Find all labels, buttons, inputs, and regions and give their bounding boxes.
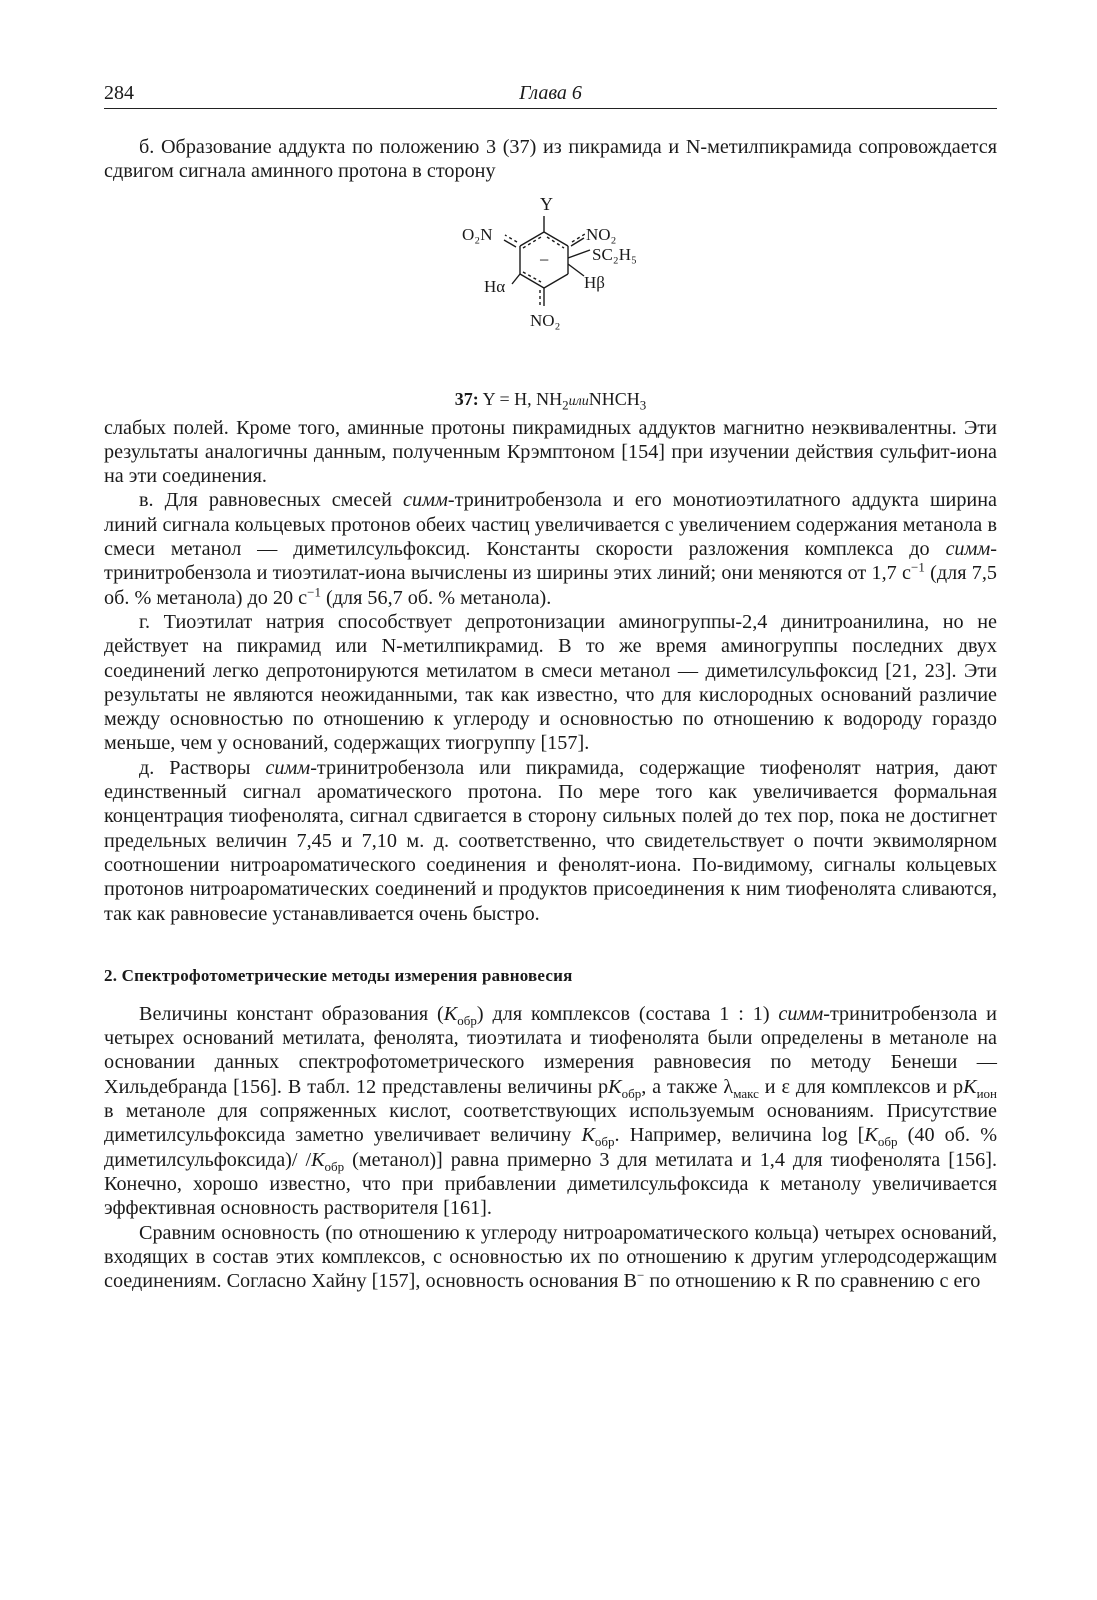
- structure-caption: [104, 388, 997, 413]
- text-run: в метаноле для сопряженных кислот, соответствующих используемым основаниям. Присутствие диметилсульфоксида заметно увеличивает величину: [104, 1100, 997, 1147]
- structure-o2n-left: O₂N: [462, 224, 493, 244]
- structure-sc2h5: SC₂H₅: [592, 244, 637, 264]
- text-run: Сравним основность (по отношению к углероду нитроароматического кольца) четырех оснований, входящих в состав этих комплексов, с основностью их по отношению к другим углеродсодержащим соединениям. Согласно Хайну [157], основность основания B: [104, 1221, 997, 1293]
- text-run: . Например, величина log [: [614, 1124, 865, 1147]
- text-run: Величины констант образования (: [139, 1002, 444, 1025]
- structure-h-beta: Hβ: [584, 272, 605, 292]
- structure-no2-right: NO₂: [586, 224, 617, 244]
- page-number: 284: [104, 82, 134, 104]
- subscript: обр: [324, 1158, 345, 1174]
- text-run: д. Растворы: [139, 756, 266, 779]
- paragraph-b-part1: б. Образование аддукта по положению 3 (37) из пикрамида и N-метилпикрамида сопровождается сдвигом сигнала аминного протона в сторону: [104, 136, 997, 183]
- italic-k: K: [443, 1002, 458, 1025]
- italic-k: K: [608, 1075, 622, 1098]
- text-run: (40 об. % диметилсульфоксида)/ /: [104, 1124, 998, 1171]
- text-run: в. Для равновесных смесей: [139, 489, 404, 512]
- text-run: -тринитробензола и четырех оснований метилата, фенолята, тиоэтилата и тиофенолята были определены в метаноле на основании данных спектрофотометрического измерения равновесия по методу Бенеши — Хильдебранда [156]. В табл. 12 представлены величины p: [104, 1002, 997, 1098]
- subscript: обр: [877, 1134, 898, 1150]
- subscript: ион: [976, 1085, 997, 1101]
- caption-number: 37:: [454, 388, 479, 409]
- italic-k: K: [864, 1124, 878, 1147]
- page: [104, 78, 997, 1293]
- chemical-structure-37: [104, 184, 997, 416]
- superscript: −1: [911, 559, 925, 575]
- text-run: -тринитробензола и тиоэтилат-иона вычислены из ширины этих линий; они меняются от 1,7 с: [104, 538, 997, 585]
- header-rule: [104, 108, 997, 109]
- subscript: макс: [733, 1085, 759, 1101]
- text-run: ) для комплексов (состава 1 : 1): [476, 1002, 779, 1025]
- caption-text-b: NHCH: [588, 388, 640, 409]
- chapter-title: Глава 6: [519, 82, 582, 104]
- running-head: [104, 78, 997, 108]
- italic-k: K: [311, 1148, 325, 1171]
- text-run: -тринитробензола или пикрамида, содержащие тиофенолят натрия, дают единственный сигнал ароматического протона. По мере того как увеличивается формальная концентрация тиофенолята, сигнал сдвигается в сторону сильных полей до тех пор, пока не достигнет предельных величин 7,45 и 7,10 м. д. соответственно, что свидетельствует о почти эквимолярном соотношении нитроароматического соединения и фенолят-иона. По-видимому, сигналы кольцевых протонов нитроароматических соединений и продуктов присоединения к ним тиофенолята сливаются, так как равновесие устанавливается очень быстро.: [104, 756, 997, 925]
- paragraph-section-2: [104, 1221, 997, 1294]
- subscript: обр: [621, 1085, 642, 1101]
- italic-symm: симм: [945, 538, 991, 561]
- structure-drawing: [444, 184, 684, 389]
- text-run: -тринитробензола и его монотиоэтилатного аддукта ширина линий сигнала кольцевых протонов обеих частиц увеличивается с увеличением содержания метанола в смеси метанол — диметилсульфоксид. Константы скорости разложения комплекса до: [104, 489, 997, 561]
- text-run: (для 7,5 об. % метанола) до 20 с: [104, 562, 997, 609]
- italic-symm: симм: [403, 489, 448, 512]
- caption-text-a: Y = H, NH: [478, 388, 563, 409]
- text-run: по отношению к R по сравнению с его: [644, 1270, 981, 1293]
- italic-symm: симм: [265, 756, 311, 779]
- text-run: , а также λ: [641, 1075, 734, 1098]
- paragraph-section-1: [104, 1002, 997, 1221]
- superscript: −1: [307, 583, 321, 599]
- paragraph-d: [104, 756, 997, 926]
- structure-no2-bottom: NO₂: [530, 310, 561, 330]
- italic-k: K: [963, 1075, 977, 1098]
- structure-h-alpha: Hα: [484, 276, 506, 296]
- italic-symm: симм: [778, 1002, 824, 1025]
- paragraph-g: г. Тиоэтилат натрия способствует депротонизации аминогруппы-2,4 динитроанилина, но не действует на пикрамид или N-метилпикрамид. В то же время аминогруппы последних двух соединений легко депротонируются метилатом в смеси метанол — диметилсульфоксид [21, 23]. Эти результаты не являются неожиданными, так как известно, что для кислородных оснований различие между основностью по отношению к углероду и основностью по отношению к водороду гораздо меньше, чем у оснований, содержащих тиогруппу [157].: [104, 610, 997, 755]
- paragraph-b-part2: слабых полей. Кроме того, аминные протоны пикрамидных аддуктов магнитно неэквивалентны. Эти результаты аналогичны данным, полученным Крэмптоном [154] при изучении действия сульфит-иона на эти соединения.: [104, 416, 997, 488]
- text-run: (метанол)] равна примерно 3 для метилата и 1,4 для тиофенолята [156]. Конечно, хорошо известно, что при прибавлении диметилсульфоксида к метанолу увеличивается эффективная основность растворителя [161].: [104, 1148, 998, 1220]
- subscript: обр: [457, 1012, 477, 1028]
- caption-sub-2: 3: [639, 397, 647, 413]
- section-heading: 2. Спектрофотометрические методы измерения равновесия: [104, 965, 573, 985]
- paragraph-v: [104, 488, 997, 609]
- text-run: (для 56,7 об. % метанола).: [320, 586, 552, 609]
- text-run: и ε для комплексов и p: [758, 1075, 964, 1098]
- italic-k: K: [581, 1124, 595, 1147]
- subscript: обр: [594, 1134, 615, 1150]
- structure-minus-charge: −: [539, 249, 550, 270]
- superscript: −: [636, 1267, 645, 1283]
- caption-or: или: [568, 393, 589, 409]
- structure-y-label: Y: [540, 193, 553, 214]
- caption-sub-1: 2: [562, 397, 569, 413]
